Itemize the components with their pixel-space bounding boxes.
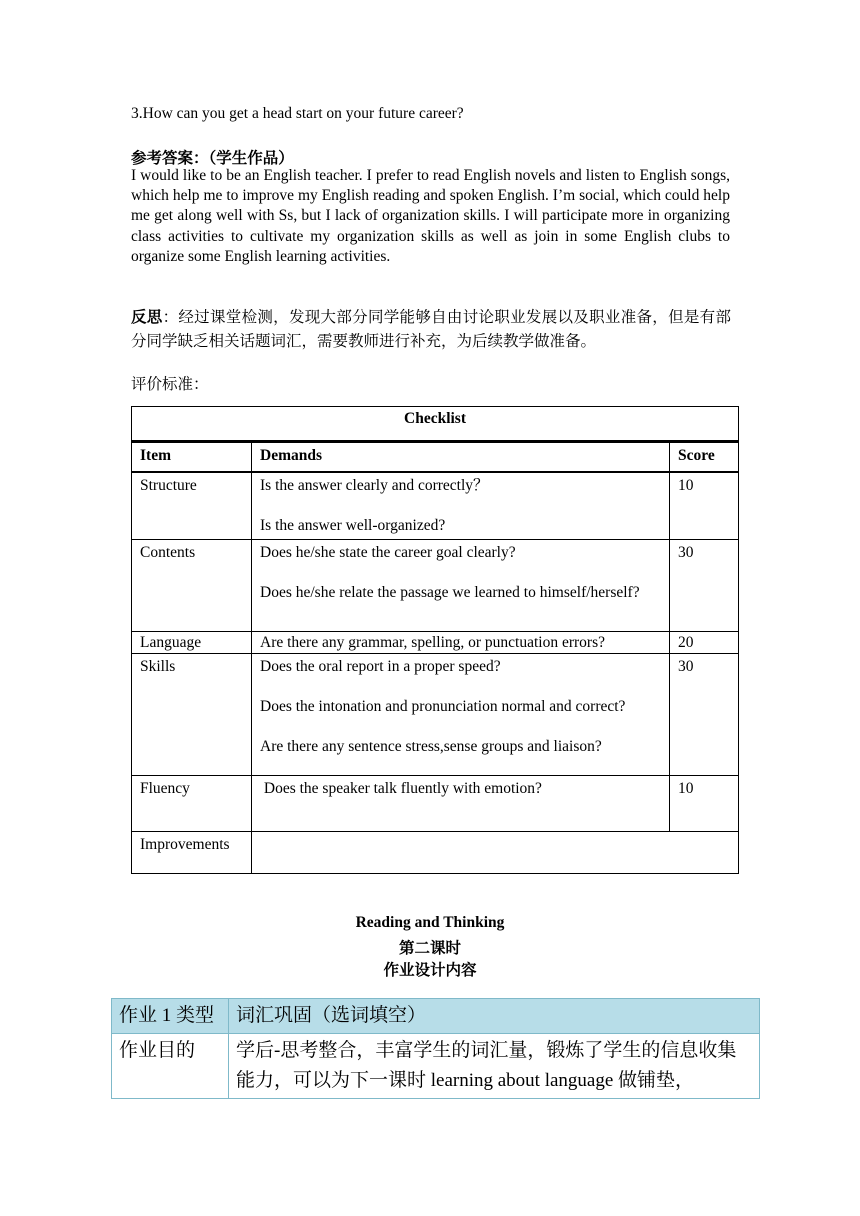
table-row xyxy=(132,540,739,632)
table-row xyxy=(132,832,739,874)
table-row xyxy=(132,472,739,540)
header-score: Score xyxy=(670,442,739,473)
demands-cell xyxy=(252,472,670,540)
demands-cell: Are there any grammar, spelling, or punctuation errors? xyxy=(252,632,670,654)
table-row xyxy=(132,654,739,776)
table-row xyxy=(132,632,739,654)
demand-line: Does the oral report in a proper speed? xyxy=(260,658,501,675)
table-row xyxy=(112,999,760,1034)
score-cell: 10 xyxy=(670,776,739,832)
table-row xyxy=(132,776,739,832)
criteria-label: 评价标准： xyxy=(131,376,209,393)
homework-table xyxy=(111,998,760,1099)
demand-line: Does he/she state the career goal clearly? xyxy=(260,544,516,561)
item-cell: Structure xyxy=(132,472,252,540)
demand-line: Is the answer clearly and correctly？ xyxy=(260,477,489,494)
table-row xyxy=(112,1034,760,1099)
score-cell: 30 xyxy=(670,654,739,776)
demand-line: Is the answer well-organized? xyxy=(260,517,446,534)
score-cell: 10 xyxy=(670,472,739,540)
score-cell: 30 xyxy=(670,540,739,632)
lesson-label: 第二课时 xyxy=(398,940,461,957)
section-title: Reading and Thinking xyxy=(355,914,505,931)
score-cell: 20 xyxy=(670,632,739,654)
header-item: Item xyxy=(132,442,252,473)
answer-heading: 参考答案：（学生作品） xyxy=(131,150,294,167)
design-label: 作业设计内容 xyxy=(383,962,477,979)
reflection-text: ：经过课堂检测，发现大部分同学能够自由讨论职业发展以及职业准备，但是有部分同学缺乏相关话题词汇，需要教师进行补充，为后续教学做准备。 xyxy=(131,309,731,350)
demands-cell xyxy=(252,540,670,632)
demand-line: Does he/she relate the passage we learned to himself/herself? xyxy=(260,584,640,601)
question-3: 3.How can you get a head start on your future career? xyxy=(131,105,464,122)
homework-purpose-value: 学后-思考整合，丰富学生的词汇量，锻炼了学生的信息收集能力，可以为下一课时 learning about language 做铺垫， xyxy=(229,1034,760,1099)
checklist-title: Checklist xyxy=(132,407,739,442)
item-cell: Skills xyxy=(132,654,252,776)
demand-line: Are there any sentence stress,sense groups and liaison? xyxy=(260,738,602,755)
reflection-paragraph xyxy=(131,306,731,354)
improvements-cell xyxy=(252,832,739,874)
homework-type-label: 作业 1 类型 xyxy=(112,999,229,1034)
reflection-label: 反思 xyxy=(131,309,163,326)
item-cell: Fluency xyxy=(132,776,252,832)
demands-cell: Does the speaker talk fluently with emotion? xyxy=(252,776,670,832)
homework-type-value: 词汇巩固（选词填空） xyxy=(229,999,760,1034)
demand-line: Does the intonation and pronunciation normal and correct? xyxy=(260,698,626,715)
improvements-label: Improvements xyxy=(132,832,252,874)
checklist-table xyxy=(131,406,739,874)
header-demands: Demands xyxy=(252,442,670,473)
answer-body: I would like to be an English teacher. I prefer to read English novels and listen to English songs, which help me to improve my English reading and spoken English. I’m social, which could help me get along well with Ss, but I lack of organization skills. I will participate more in organizing class activities to cultivate my organization skills as well as join in some English clubs to organize some English learning activities. xyxy=(131,167,730,265)
homework-purpose-label: 作业目的 xyxy=(112,1034,229,1099)
item-cell: Contents xyxy=(132,540,252,632)
item-cell: Language xyxy=(132,632,252,654)
demands-cell xyxy=(252,654,670,776)
